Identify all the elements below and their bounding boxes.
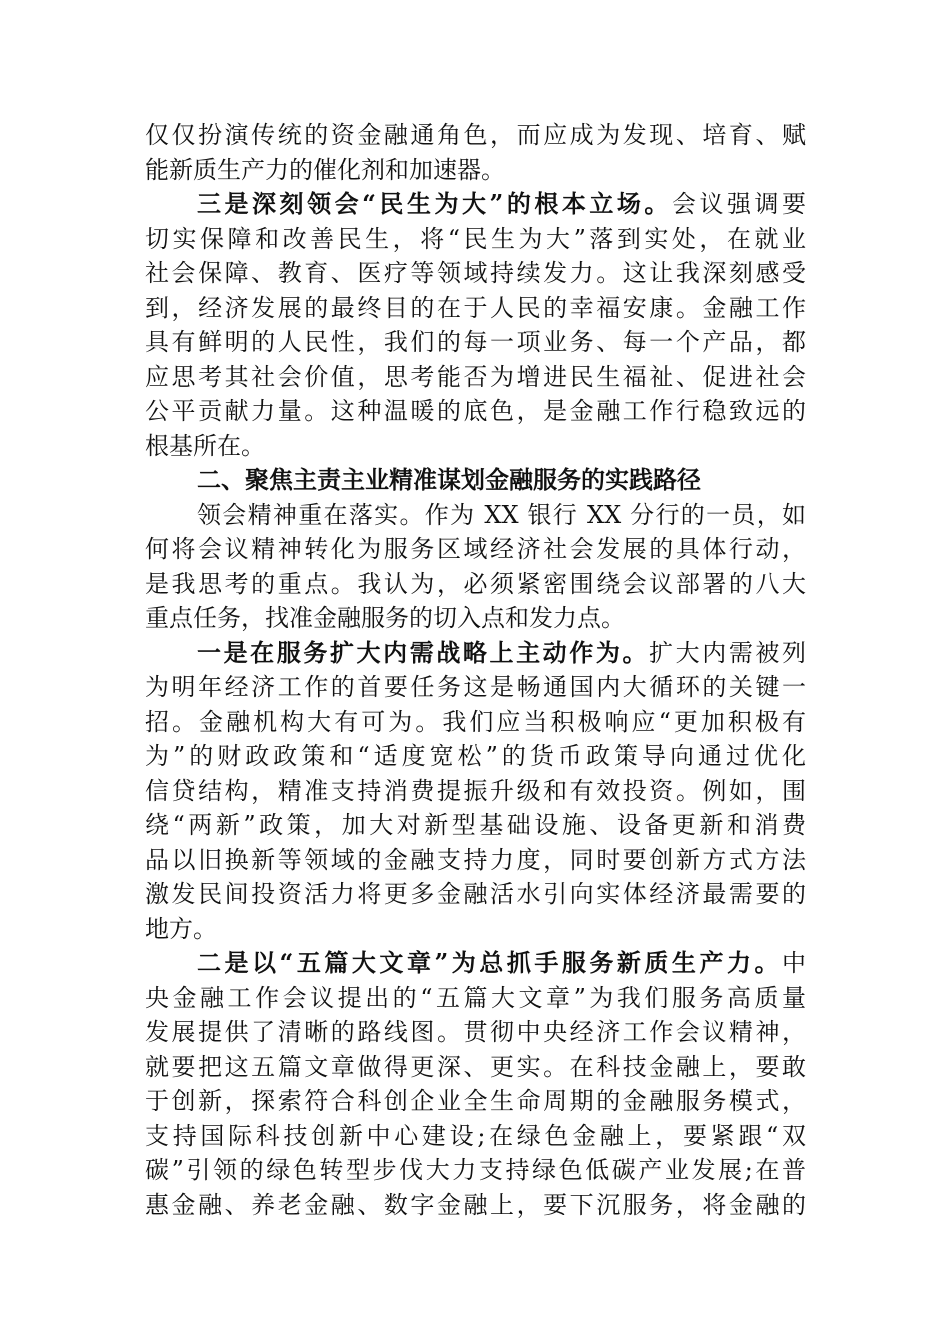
text-line bbox=[145, 946, 806, 981]
body-text: 品以旧换新等领域的金融支持力度，同时要创新方式方法 bbox=[145, 845, 806, 874]
text-line bbox=[145, 1153, 806, 1188]
body-text: 社会保障、教育、医疗等领域持续发力。这让我深刻感受 bbox=[145, 259, 806, 287]
text-line bbox=[145, 981, 806, 1016]
body-text: 仅仅扮演传统的资金融通角色，而应成为发现、培育、赋 bbox=[145, 121, 806, 149]
body-text: 切实保障和改善民生，将“民生为大”落到实处，在就业 bbox=[145, 224, 806, 253]
body-text: 具有鲜明的人民性，我们的每一项业务、每一个产品，都 bbox=[145, 328, 806, 356]
body-text: 是我思考的重点。我认为，必须紧密围绕会议部署的八大 bbox=[145, 569, 806, 598]
paragraph bbox=[145, 498, 806, 636]
text-line bbox=[145, 187, 806, 222]
text-line bbox=[145, 463, 806, 498]
text-line bbox=[145, 1119, 806, 1154]
body-text: 领会精神重在落实。作为 XX 银行 XX 分行的一员，如 bbox=[197, 500, 806, 529]
text-line bbox=[145, 1015, 806, 1050]
body-text: 会议强调要 bbox=[671, 190, 807, 218]
paragraph bbox=[145, 946, 806, 1222]
text-line bbox=[145, 877, 806, 912]
text-line bbox=[145, 739, 806, 774]
text-line bbox=[145, 1050, 806, 1085]
text-line bbox=[145, 222, 806, 257]
body-text: 支持国际科技创新中心建设;在绿色金融上，要紧跟“双 bbox=[145, 1121, 806, 1150]
body-text: 绕“两新”政策，加大对新型基础设施、设备更新和消费 bbox=[145, 811, 806, 839]
paragraph bbox=[145, 636, 806, 947]
text-line bbox=[145, 843, 806, 878]
body-text: 何将会议精神转化为服务区域经济社会发展的具体行动， bbox=[145, 535, 806, 563]
text-line bbox=[145, 1084, 806, 1119]
text-line bbox=[145, 808, 806, 843]
body-text: 根基所在。 bbox=[145, 431, 265, 460]
text-line bbox=[145, 774, 806, 809]
text-line bbox=[145, 153, 806, 188]
text-line bbox=[145, 360, 806, 395]
text-line bbox=[145, 256, 806, 291]
body-text: 为明年经济工作的首要任务这是畅通国内大循环的关键一 bbox=[145, 673, 806, 701]
text-line bbox=[145, 705, 806, 740]
text-line bbox=[145, 532, 806, 567]
paragraph bbox=[145, 118, 806, 187]
body-text: 重点任务，找准金融服务的切入点和发力点。 bbox=[145, 604, 625, 632]
body-text: 地方。 bbox=[145, 914, 217, 943]
bold-lead-text: 二是以“五篇大文章”为总抓手服务新质生产力。 bbox=[197, 948, 782, 977]
text-line bbox=[145, 118, 806, 153]
text-line bbox=[145, 394, 806, 429]
body-text: 惠金融、养老金融、数字金融上，要下沉服务，将金融的 bbox=[145, 1190, 806, 1219]
body-text: 扩大内需被列 bbox=[649, 638, 807, 667]
bold-lead-text: 三是深刻领会“民生为大”的根本立场。 bbox=[197, 189, 672, 218]
body-text: 央金融工作会议提出的“五篇大文章”为我们服务高质量 bbox=[145, 983, 806, 1012]
text-line bbox=[145, 670, 806, 705]
body-text: 就要把这五篇文章做得更深、更实。在科技金融上，要敢 bbox=[145, 1052, 806, 1081]
text-line bbox=[145, 912, 806, 947]
document-page bbox=[145, 118, 806, 1222]
heading-text: 二、聚焦主责主业精准谋划金融服务的实践路径 bbox=[197, 466, 701, 494]
body-text: 碳”引领的绿色转型步伐大力支持绿色低碳产业发展;在普 bbox=[145, 1156, 806, 1184]
paragraph bbox=[145, 187, 806, 463]
text-line bbox=[145, 636, 806, 671]
body-text: 发展提供了清晰的路线图。贯彻中央经济工作会议精神， bbox=[145, 1018, 806, 1046]
body-text: 信贷结构，精准支持消费提振升级和有效投资。例如，围 bbox=[145, 776, 806, 805]
body-text: 于创新，探索符合科创企业全生命周期的金融服务模式， bbox=[145, 1087, 806, 1115]
body-text: 激发民间投资活力将更多金融活水引向实体经济最需要的 bbox=[145, 880, 806, 908]
text-line bbox=[145, 429, 806, 464]
body-text: 能新质生产力的催化剂和加速器。 bbox=[145, 155, 505, 184]
text-line bbox=[145, 1188, 806, 1223]
body-text: 招。金融机构大有可为。我们应当积极响应“更加积极有 bbox=[145, 707, 806, 736]
section-heading bbox=[145, 463, 806, 498]
text-line bbox=[145, 601, 806, 636]
text-line bbox=[145, 567, 806, 602]
body-text: 公平贡献力量。这种温暖的底色，是金融工作行稳致远的 bbox=[145, 397, 806, 425]
text-line bbox=[145, 291, 806, 326]
bold-lead-text: 一是在服务扩大内需战略上主动作为。 bbox=[197, 637, 650, 667]
body-text: 应思考其社会价值，思考能否为增进民生福祉、促进社会 bbox=[145, 362, 806, 391]
body-text: 到，经济发展的最终目的在于人民的幸福安康。金融工作 bbox=[145, 293, 806, 322]
text-line bbox=[145, 498, 806, 533]
body-text: 为”的财政政策和“适度宽松”的货币政策导向通过优化 bbox=[145, 742, 806, 770]
text-line bbox=[145, 325, 806, 360]
body-text: 中 bbox=[782, 949, 806, 977]
